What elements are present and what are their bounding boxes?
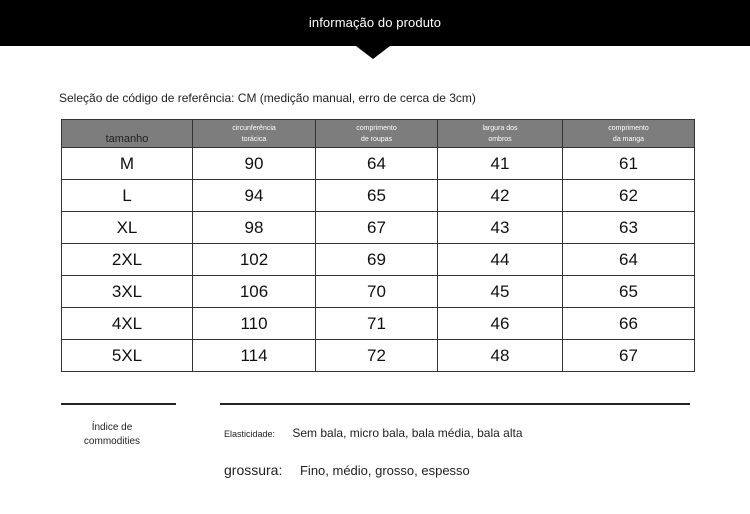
elasticity-label: Elasticidade: (224, 429, 276, 439)
column-header-line: comprimento (608, 124, 649, 132)
section-divider-right (220, 403, 690, 405)
table-cell: 5XL (62, 340, 193, 372)
table-cell: 67 (563, 340, 695, 372)
column-header-line: largura dos (482, 124, 518, 132)
column-header-line: torácica (241, 135, 267, 143)
table-cell: XL (62, 212, 193, 244)
table-cell: 46 (438, 308, 563, 340)
table-cell: 64 (316, 148, 438, 180)
table-row (62, 180, 695, 212)
table-cell: 102 (193, 244, 316, 276)
table-row (62, 148, 695, 180)
table-cell: 3XL (62, 276, 193, 308)
table-row (62, 308, 695, 340)
thickness-row (224, 462, 470, 478)
table-cell: 45 (438, 276, 563, 308)
size-chart-table (61, 119, 695, 372)
table-row (62, 276, 695, 308)
table-cell: 65 (316, 180, 438, 212)
table-cell: 61 (563, 148, 695, 180)
table-cell: 70 (316, 276, 438, 308)
column-header-line: da manga (612, 135, 645, 143)
table-cell: 106 (193, 276, 316, 308)
table-cell: 43 (438, 212, 563, 244)
elasticity-row (224, 426, 523, 440)
table-cell: 98 (193, 212, 316, 244)
table-row (62, 340, 695, 372)
table-cell: L (62, 180, 193, 212)
table-cell: 71 (316, 308, 438, 340)
table-row (62, 244, 695, 276)
column-header-chest (193, 120, 316, 148)
column-header-line: circunferência (232, 124, 276, 132)
section-divider-left (61, 403, 176, 405)
table-cell: 72 (316, 340, 438, 372)
table-cell: 90 (193, 148, 316, 180)
thickness-value: Fino, médio, grosso, espesso (299, 463, 470, 478)
column-header-line: comprimento (356, 124, 397, 132)
table-cell: 48 (438, 340, 563, 372)
column-header-sleeve (563, 120, 695, 148)
table-header-row (62, 120, 695, 148)
table-cell: 2XL (62, 244, 193, 276)
table-cell: 4XL (62, 308, 193, 340)
banner-arrow-icon (356, 46, 390, 59)
elasticity-value: Sem bala, micro bala, bala média, bala alta (292, 426, 523, 440)
column-header-line: de roupas (360, 135, 393, 143)
table-cell: 67 (316, 212, 438, 244)
table-row (62, 212, 695, 244)
table-cell: 62 (563, 180, 695, 212)
commodity-label-line: Índice de (91, 422, 133, 433)
thickness-label: grossura: (224, 462, 283, 478)
table-cell: 94 (193, 180, 316, 212)
reference-note: Seleção de código de referência: CM (medição manual, erro de cerca de 3cm) (59, 91, 476, 105)
table-cell: 66 (563, 308, 695, 340)
table-cell: 69 (316, 244, 438, 276)
table-cell: 64 (563, 244, 695, 276)
table-cell: 41 (438, 148, 563, 180)
commodity-label-line: commodities (83, 436, 141, 447)
column-header-shoulder (438, 120, 563, 148)
commodity-index-label (62, 421, 162, 449)
column-header-length (316, 120, 438, 148)
table-cell: 65 (563, 276, 695, 308)
table-cell: 110 (193, 308, 316, 340)
table-cell: 63 (563, 212, 695, 244)
column-header-size: tamanho (62, 120, 193, 148)
table-cell: 114 (193, 340, 316, 372)
column-header-line: ombros (488, 135, 512, 143)
table-cell: M (62, 148, 193, 180)
page-title: informação do produto (308, 15, 442, 30)
table-cell: 42 (438, 180, 563, 212)
header-banner (0, 0, 750, 46)
table-cell: 44 (438, 244, 563, 276)
